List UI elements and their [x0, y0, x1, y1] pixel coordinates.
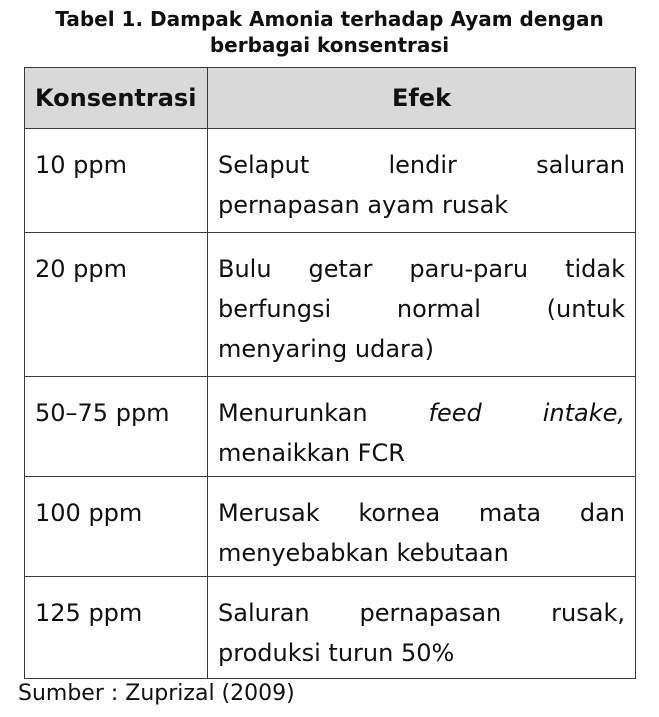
cell-effect: Saluran pernapasan rusak, produksi turun 50% [208, 577, 636, 679]
effect-italic-term: feed intake, [428, 399, 625, 427]
header-effect: Efek [208, 68, 636, 129]
table-caption-line-2: berbagai konsentrasi [209, 33, 450, 57]
cell-effect [208, 377, 636, 477]
cell-concentration: 10 ppm [25, 129, 208, 233]
cell-concentration: 50–75 ppm [25, 377, 208, 477]
header-concentration: Konsentrasi [25, 68, 208, 129]
cell-concentration: 20 ppm [25, 233, 208, 377]
table-caption-line-1: Tabel 1. Dampak Amonia terhadap Ayam dengan [55, 7, 604, 31]
table-row [25, 477, 636, 577]
table-header-row [25, 68, 636, 129]
table-row [25, 577, 636, 679]
effect-prefix: Menurunkan [218, 399, 368, 427]
ammonia-effects-table [24, 67, 636, 679]
effect-suffix: menaikkan FCR [218, 439, 405, 467]
source-citation: Sumber : Zuprizal (2009) [18, 681, 295, 706]
table-row [25, 233, 636, 377]
cell-concentration: 125 ppm [25, 577, 208, 679]
table-caption [0, 6, 659, 58]
cell-effect: Merusak kornea mata dan menyebabkan kebutaan [208, 477, 636, 577]
cell-effect: Selaput lendir saluran pernapasan ayam rusak [208, 129, 636, 233]
cell-concentration: 100 ppm [25, 477, 208, 577]
table-row [25, 377, 636, 477]
cell-effect: Bulu getar paru-paru tidak berfungsi normal (untuk menyaring udara) [208, 233, 636, 377]
table-row [25, 129, 636, 233]
